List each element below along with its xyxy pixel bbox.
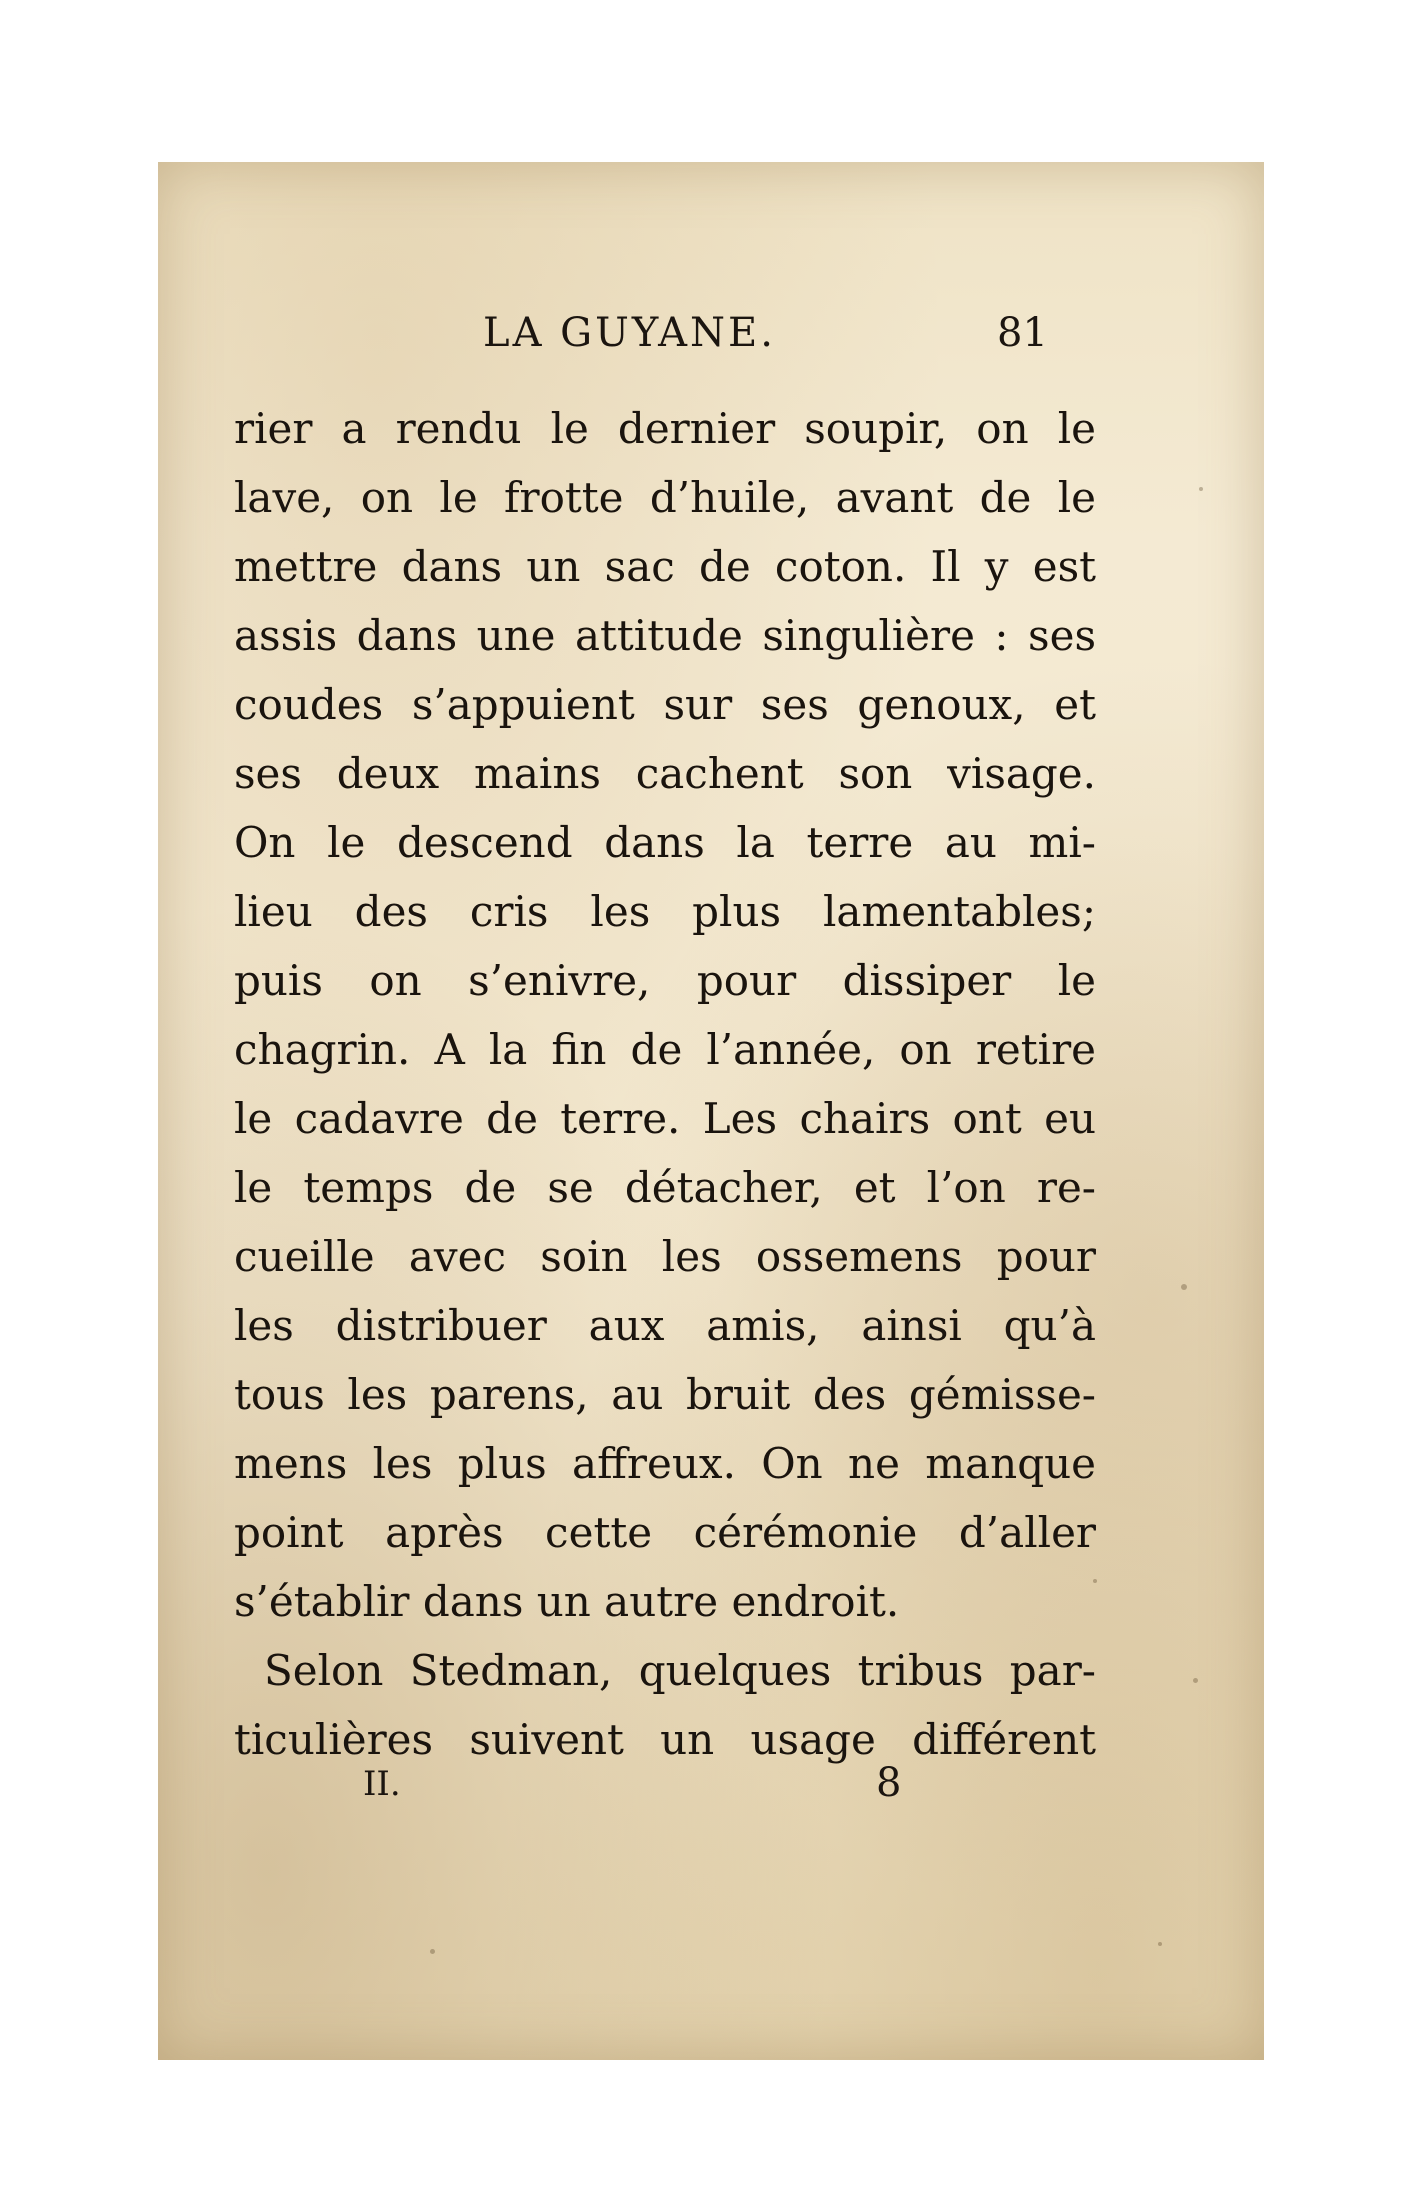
text-line: On le descend dans la terre au mi- [234,818,1096,867]
text-line: assis dans une attitude singulière : ses [234,611,1096,660]
text-line: Selon Stedman, quelques tribus par- [264,1646,1096,1695]
text-line: lave, on le frotte d’huile, avant de le [234,473,1096,522]
book-page [158,162,1264,2060]
paper-speck [1181,1284,1187,1290]
paper-speck [1093,1579,1097,1583]
paper-speck [1193,1678,1198,1683]
text-line: cueille avec soin les ossemens pour [234,1232,1096,1281]
page-number: 81 [997,310,1048,356]
text-line: les distribuer aux amis, ainsi qu’à [234,1301,1096,1350]
body-text [234,394,1096,1774]
paper-speck [430,1949,435,1954]
text-line: rier a rendu le dernier soupir, on le [234,404,1096,453]
text-line: ticulières suivent un usage différent [234,1715,1096,1764]
text-line: point après cette cérémonie d’aller [234,1508,1096,1557]
text-line: tous les parens, au bruit des gémisse- [234,1370,1096,1419]
text-line: le temps de se détacher, et l’on re- [234,1163,1096,1212]
text-line: le cadavre de terre. Les chairs ont eu [234,1094,1096,1143]
paper-speck [1158,1942,1162,1946]
running-head [158,310,1264,370]
text-line: ses deux mains cachent son visage. [234,749,1096,798]
text-line: coudes s’appuient sur ses genoux, et [234,680,1096,729]
page-footer [158,1760,1264,1824]
text-line: s’établir dans un autre endroit. [234,1577,900,1626]
running-head-title: LA GUYANE. [483,310,776,356]
paper-speck [1199,487,1203,491]
signature-mark: II. [363,1764,401,1804]
text-line: lieu des cris les plus lamentables; [234,887,1096,936]
text-line: mens les plus affreux. On ne manque [234,1439,1096,1488]
gathering-number: 8 [876,1760,902,1806]
text-line: chagrin. A la fin de l’année, on retire [234,1025,1096,1074]
text-line: puis on s’enivre, pour dissiper le [234,956,1096,1005]
text-line: mettre dans un sac de coton. Il y est [234,542,1096,591]
